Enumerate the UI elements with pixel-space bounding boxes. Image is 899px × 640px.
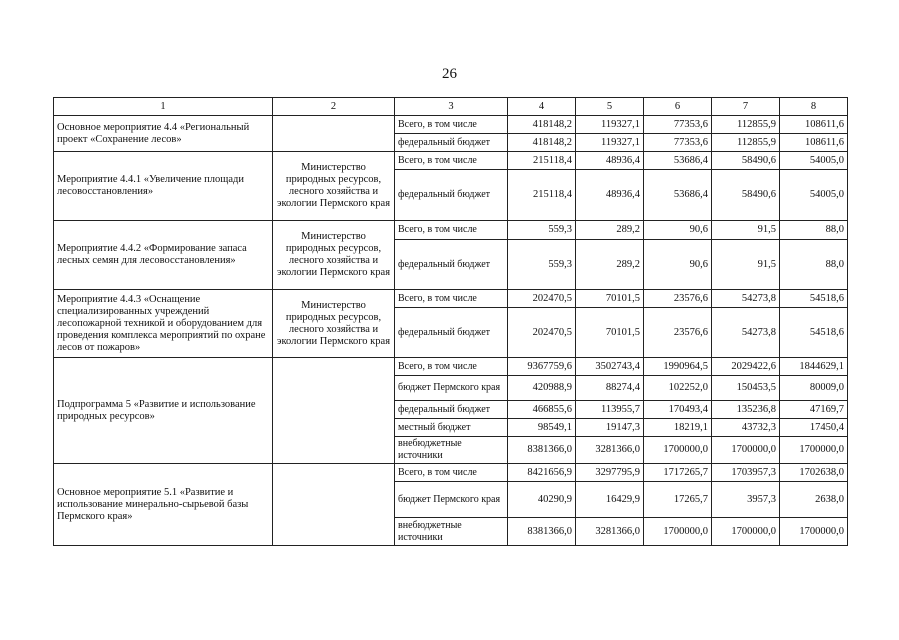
- executor-cell: Министерство природных ресурсов, лесного хозяйства и экологии Пермского края: [273, 290, 395, 358]
- amount-cell: 91,5: [712, 221, 780, 240]
- amount-cell: 112855,9: [712, 116, 780, 134]
- amount-cell: 3297795,9: [576, 464, 644, 482]
- activity-name-cell: Мероприятие 4.4.1 «Увеличение площади лесовосстановления»: [54, 152, 273, 221]
- table-row: [54, 464, 848, 482]
- amount-cell: 1700000,0: [780, 518, 848, 546]
- funding-source-cell: внебюджетные источники: [395, 518, 508, 546]
- funding-source-cell: Всего, в том числе: [395, 221, 508, 240]
- amount-cell: 1700000,0: [712, 518, 780, 546]
- amount-cell: 47169,7: [780, 401, 848, 419]
- amount-cell: 53686,4: [644, 170, 712, 221]
- amount-cell: 88274,4: [576, 376, 644, 401]
- amount-cell: 418148,2: [508, 116, 576, 134]
- amount-cell: 1700000,0: [644, 518, 712, 546]
- amount-cell: 1700000,0: [780, 437, 848, 464]
- amount-cell: 43732,3: [712, 419, 780, 437]
- amount-cell: 119327,1: [576, 116, 644, 134]
- amount-cell: 202470,5: [508, 308, 576, 358]
- funding-source-cell: бюджет Пермского края: [395, 376, 508, 401]
- amount-cell: 53686,4: [644, 152, 712, 170]
- executor-cell: [273, 464, 395, 546]
- amount-cell: 16429,9: [576, 482, 644, 518]
- amount-cell: 17450,4: [780, 419, 848, 437]
- amount-cell: 1990964,5: [644, 358, 712, 376]
- amount-cell: 418148,2: [508, 134, 576, 152]
- executor-cell: Министерство природных ресурсов, лесного хозяйства и экологии Пермского края: [273, 152, 395, 221]
- funding-source-cell: федеральный бюджет: [395, 308, 508, 358]
- amount-cell: 54518,6: [780, 290, 848, 308]
- table-row: [54, 358, 848, 376]
- table-row: [54, 152, 848, 170]
- funding-source-cell: внебюджетные источники: [395, 437, 508, 464]
- header-row: [54, 98, 848, 116]
- amount-cell: 91,5: [712, 240, 780, 290]
- amount-cell: 54518,6: [780, 308, 848, 358]
- amount-cell: 48936,4: [576, 170, 644, 221]
- activity-name-cell: Подпрограмма 5 «Развитие и использование природных ресурсов»: [54, 358, 273, 464]
- amount-cell: 54273,8: [712, 308, 780, 358]
- funding-source-cell: федеральный бюджет: [395, 240, 508, 290]
- header-cell: 7: [712, 98, 780, 116]
- activity-name-cell: Основное мероприятие 4.4 «Региональный проект «Сохранение лесов»: [54, 116, 273, 152]
- executor-cell: [273, 116, 395, 152]
- table-row: [54, 290, 848, 308]
- amount-cell: 3957,3: [712, 482, 780, 518]
- table-row: [54, 116, 848, 134]
- funding-source-cell: федеральный бюджет: [395, 401, 508, 419]
- amount-cell: 88,0: [780, 240, 848, 290]
- amount-cell: 102252,0: [644, 376, 712, 401]
- amount-cell: 1702638,0: [780, 464, 848, 482]
- amount-cell: 88,0: [780, 221, 848, 240]
- amount-cell: 135236,8: [712, 401, 780, 419]
- amount-cell: 23576,6: [644, 308, 712, 358]
- amount-cell: 108611,6: [780, 116, 848, 134]
- amount-cell: 215118,4: [508, 152, 576, 170]
- amount-cell: 559,3: [508, 240, 576, 290]
- amount-cell: 3281366,0: [576, 518, 644, 546]
- header-cell: 3: [395, 98, 508, 116]
- amount-cell: 54273,8: [712, 290, 780, 308]
- amount-cell: 1703957,3: [712, 464, 780, 482]
- amount-cell: 289,2: [576, 221, 644, 240]
- amount-cell: 17265,7: [644, 482, 712, 518]
- amount-cell: 8381366,0: [508, 437, 576, 464]
- amount-cell: 1700000,0: [644, 437, 712, 464]
- amount-cell: 150453,5: [712, 376, 780, 401]
- executor-cell: Министерство природных ресурсов, лесного хозяйства и экологии Пермского края: [273, 221, 395, 290]
- executor-cell: [273, 358, 395, 464]
- funding-source-cell: бюджет Пермского края: [395, 482, 508, 518]
- amount-cell: 80009,0: [780, 376, 848, 401]
- amount-cell: 215118,4: [508, 170, 576, 221]
- amount-cell: 466855,6: [508, 401, 576, 419]
- amount-cell: 77353,6: [644, 116, 712, 134]
- amount-cell: 40290,9: [508, 482, 576, 518]
- funding-source-cell: Всего, в том числе: [395, 152, 508, 170]
- amount-cell: 54005,0: [780, 152, 848, 170]
- amount-cell: 1844629,1: [780, 358, 848, 376]
- amount-cell: 70101,5: [576, 308, 644, 358]
- amount-cell: 19147,3: [576, 419, 644, 437]
- activity-name-cell: Основное мероприятие 5.1 «Развитие и использование минерально-сырьевой базы Пермского края»: [54, 464, 273, 546]
- header-cell: 5: [576, 98, 644, 116]
- amount-cell: 1700000,0: [712, 437, 780, 464]
- amount-cell: 58490,6: [712, 170, 780, 221]
- amount-cell: 98549,1: [508, 419, 576, 437]
- amount-cell: 58490,6: [712, 152, 780, 170]
- funding-source-cell: Всего, в том числе: [395, 116, 508, 134]
- funding-source-cell: местный бюджет: [395, 419, 508, 437]
- budget-table: [53, 97, 848, 546]
- amount-cell: 2029422,6: [712, 358, 780, 376]
- amount-cell: 202470,5: [508, 290, 576, 308]
- amount-cell: 3281366,0: [576, 437, 644, 464]
- amount-cell: 289,2: [576, 240, 644, 290]
- page-number: 26: [442, 66, 457, 82]
- header-cell: 8: [780, 98, 848, 116]
- table-row: [54, 221, 848, 240]
- amount-cell: 108611,6: [780, 134, 848, 152]
- funding-source-cell: Всего, в том числе: [395, 464, 508, 482]
- amount-cell: 77353,6: [644, 134, 712, 152]
- funding-source-cell: федеральный бюджет: [395, 134, 508, 152]
- amount-cell: 18219,1: [644, 419, 712, 437]
- amount-cell: 8421656,9: [508, 464, 576, 482]
- amount-cell: 23576,6: [644, 290, 712, 308]
- amount-cell: 559,3: [508, 221, 576, 240]
- amount-cell: 420988,9: [508, 376, 576, 401]
- amount-cell: 90,6: [644, 221, 712, 240]
- amount-cell: 1717265,7: [644, 464, 712, 482]
- amount-cell: 90,6: [644, 240, 712, 290]
- header-cell: 4: [508, 98, 576, 116]
- amount-cell: 8381366,0: [508, 518, 576, 546]
- funding-source-cell: федеральный бюджет: [395, 170, 508, 221]
- amount-cell: 112855,9: [712, 134, 780, 152]
- amount-cell: 48936,4: [576, 152, 644, 170]
- amount-cell: 113955,7: [576, 401, 644, 419]
- amount-cell: 170493,4: [644, 401, 712, 419]
- funding-source-cell: Всего, в том числе: [395, 290, 508, 308]
- amount-cell: 9367759,6: [508, 358, 576, 376]
- amount-cell: 2638,0: [780, 482, 848, 518]
- header-cell: 1: [54, 98, 273, 116]
- amount-cell: 119327,1: [576, 134, 644, 152]
- header-cell: 6: [644, 98, 712, 116]
- funding-source-cell: Всего, в том числе: [395, 358, 508, 376]
- amount-cell: 54005,0: [780, 170, 848, 221]
- header-cell: 2: [273, 98, 395, 116]
- activity-name-cell: Мероприятие 4.4.3 «Оснащение специализированных учреждений лесопожарной техникой и оборудованием для проведения комплекса мероприятий по охране лесов от пожаров»: [54, 290, 273, 358]
- amount-cell: 3502743,4: [576, 358, 644, 376]
- amount-cell: 70101,5: [576, 290, 644, 308]
- activity-name-cell: Мероприятие 4.4.2 «Формирование запаса лесных семян для лесовосстановления»: [54, 221, 273, 290]
